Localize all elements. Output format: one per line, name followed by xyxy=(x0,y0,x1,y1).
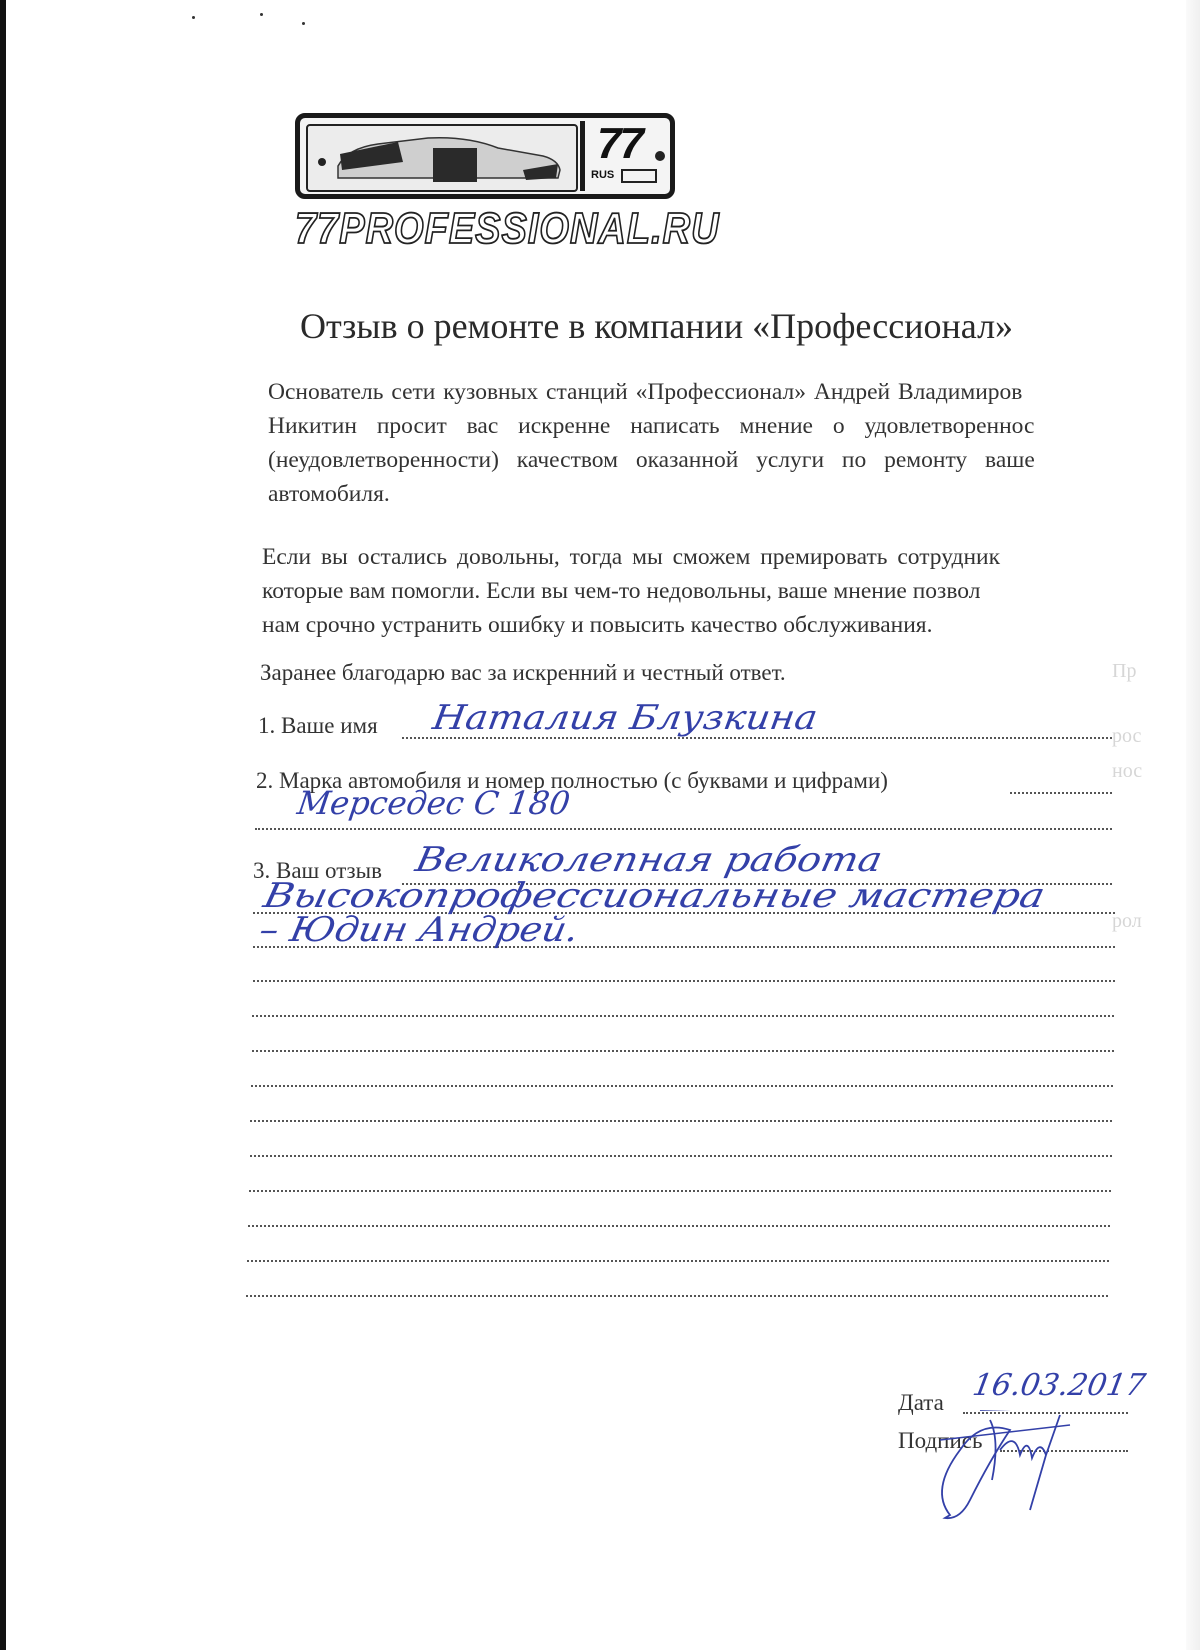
site-name: 77PROFESSIONAL.RU xyxy=(295,205,720,254)
review-text-line[interactable]: Высокопрофессиональные мастера xyxy=(260,876,1049,916)
bleed-through-text: нос xyxy=(1112,760,1143,782)
signature-label: Подпись xyxy=(898,1428,983,1453)
bleed-through-text: рос xyxy=(1112,725,1142,747)
name-label: 1. Ваше имя xyxy=(258,713,378,738)
review-line[interactable] xyxy=(246,1295,1108,1297)
review-line[interactable] xyxy=(252,1015,1114,1017)
flag-icon xyxy=(621,169,657,183)
scan-speck xyxy=(302,22,305,25)
plate-number: 77 xyxy=(597,119,642,168)
review-line[interactable] xyxy=(250,1120,1112,1122)
review-line[interactable] xyxy=(247,1260,1109,1262)
bleed-through-text: рол xyxy=(1112,910,1142,932)
date-field-value[interactable]: 16.03.2017 xyxy=(970,1368,1148,1403)
license-plate-graphic xyxy=(295,113,675,199)
review-line[interactable] xyxy=(251,1085,1113,1087)
thanks-text: Заранее благодарю вас за искренний и честный ответ. xyxy=(260,660,786,685)
car-icon xyxy=(308,126,576,190)
review-text-line[interactable]: Великолепная работа xyxy=(412,840,886,880)
review-line[interactable] xyxy=(250,1155,1112,1157)
review-line[interactable] xyxy=(249,1190,1111,1192)
car-label: 2. Марка автомобиля и номер полностью (с буквами и цифрами) xyxy=(256,768,888,793)
intro-line: автомобиля. xyxy=(268,481,390,507)
review-line[interactable] xyxy=(253,980,1115,982)
paragraph-line: которые вам помогли. Если вы чем-то недовольны, ваше мнение позвол xyxy=(262,578,981,604)
plate-dot-icon xyxy=(655,151,665,161)
intro-line: (неудовлетворенности) качеством оказанной услуги по ремонту ваше xyxy=(268,447,1035,473)
bleed-through-text: Пр xyxy=(1112,660,1137,682)
scan-speck xyxy=(260,13,263,16)
scan-edge-right xyxy=(1186,0,1200,1650)
intro-line: Основатель сети кузовных станций «Профессионал» Андрей Владимиров xyxy=(268,379,1023,405)
paragraph-line: Если вы остались довольны, тогда мы сможем премировать сотрудник xyxy=(262,544,1001,570)
paragraph-line: нам срочно устранить ошибку и повысить качество обслуживания. xyxy=(262,612,933,638)
review-text-line[interactable]: – Юдин Андрей. xyxy=(256,910,583,950)
date-label: Дата xyxy=(898,1390,944,1415)
review-label: 3. Ваш отзыв xyxy=(253,858,382,883)
car-field-value[interactable]: Мерседес С 180 xyxy=(295,784,573,822)
review-line[interactable] xyxy=(252,1050,1114,1052)
car-field-line-2[interactable] xyxy=(255,828,1112,830)
car-field-line-1[interactable] xyxy=(1010,792,1112,794)
name-field-value[interactable]: Наталия Блузкина xyxy=(430,698,821,738)
review-line[interactable] xyxy=(248,1225,1110,1227)
intro-paragraph xyxy=(268,375,1148,511)
plate-region xyxy=(580,121,668,191)
second-paragraph xyxy=(262,540,1142,642)
scan-speck xyxy=(192,16,195,19)
scan-edge-left xyxy=(0,0,6,1650)
signature-mark[interactable] xyxy=(920,1410,1120,1530)
plate-region-code: RUS xyxy=(591,169,615,181)
company-logo xyxy=(295,113,720,254)
intro-line: Никитин просит вас искренне написать мнение о удовлетвореннос xyxy=(268,413,1035,439)
car-illustration xyxy=(306,124,578,192)
page-title: Отзыв о ремонте в компании «Профессионал» xyxy=(300,306,1014,346)
